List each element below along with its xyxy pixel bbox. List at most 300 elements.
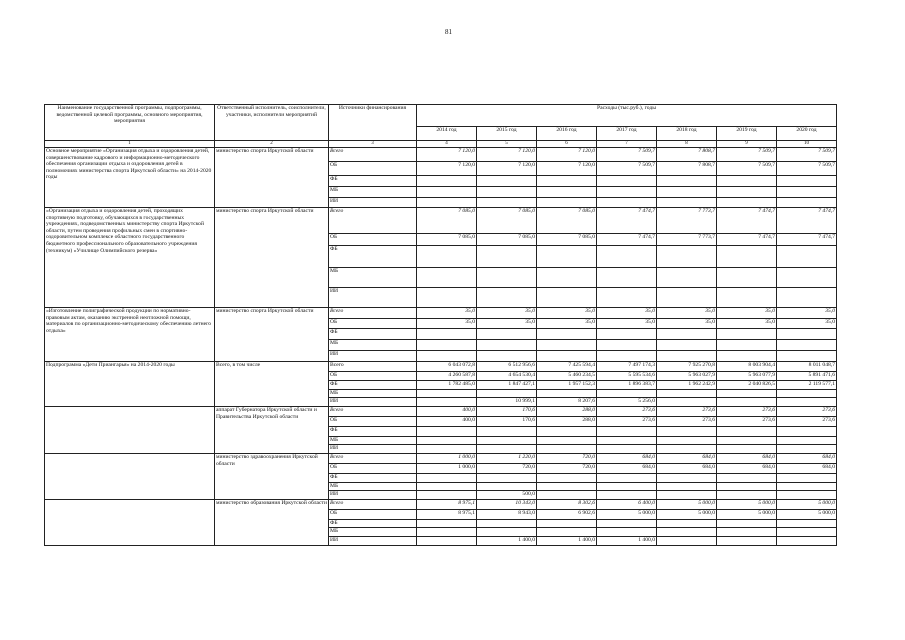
expense-value: [777, 520, 837, 528]
expense-value: 35,0: [417, 319, 477, 329]
header-funding-source: Источники финансирования: [329, 105, 417, 141]
expense-value: 720,0: [477, 464, 537, 474]
expense-value: [597, 520, 657, 528]
funding-source: ИИ: [329, 198, 417, 208]
column-index: 2: [215, 141, 329, 148]
header-year: 2018 год: [657, 127, 717, 141]
expense-value: 7 085,0: [417, 234, 477, 246]
expense-value: 4 260 587,8: [417, 372, 477, 381]
expense-value: [717, 520, 777, 528]
expense-value: [717, 288, 777, 308]
expense-value: [657, 427, 717, 437]
funding-source: МБ: [329, 528, 417, 537]
executor: министерство спорта Иркутской области: [215, 208, 329, 308]
expense-value: 35,0: [477, 308, 537, 319]
expense-value: [657, 288, 717, 308]
expense-value: 720,0: [537, 464, 597, 474]
funding-source: ФБ: [329, 474, 417, 483]
expense-value: 7 509,7: [717, 148, 777, 162]
activity-name: [45, 407, 215, 454]
expense-value: 5 963 077,9: [717, 372, 777, 381]
expense-value: [657, 268, 717, 288]
expense-value: [417, 427, 477, 437]
expense-value: [477, 198, 537, 208]
expense-value: 7 085,0: [477, 234, 537, 246]
expense-value: 1 220,0: [477, 454, 537, 464]
expense-value: 5 963 027,9: [657, 372, 717, 381]
expense-value: [417, 246, 477, 268]
expense-value: 288,0: [537, 407, 597, 417]
expense-value: 170,6: [477, 417, 537, 427]
expense-value: [597, 491, 657, 500]
expense-value: 273,6: [717, 407, 777, 417]
expense-value: 400,0: [417, 407, 477, 417]
expense-value: 7 085,0: [477, 208, 537, 234]
expense-value: [777, 537, 837, 546]
expense-value: 5 000,0: [777, 510, 837, 520]
expense-value: 273,6: [777, 407, 837, 417]
expense-value: [597, 483, 657, 491]
funding-source: ИИ: [329, 351, 417, 362]
expense-value: [717, 537, 777, 546]
expense-value: 7 509,7: [777, 162, 837, 176]
funding-source: ИИ: [329, 288, 417, 308]
expense-value: [717, 491, 777, 500]
expense-value: [417, 437, 477, 445]
expense-value: 170,6: [477, 407, 537, 417]
expense-value: 273,6: [717, 417, 777, 427]
expense-value: [597, 198, 657, 208]
expense-value: 35,0: [417, 308, 477, 319]
funding-source: Всего: [329, 362, 417, 372]
expense-value: [477, 246, 537, 268]
funding-source: ФБ: [329, 427, 417, 437]
funding-source: ИИ: [329, 445, 417, 454]
funding-source: ФБ: [329, 520, 417, 528]
funding-source: ИИ: [329, 491, 417, 500]
activity-name: «Изготовление полиграфической продукции по нормативно-правовым актам, оказанию экстренной неотложной помощи, материалов по организационно-методическому обеспечению летнего отдыха»: [45, 308, 215, 362]
expense-value: [777, 329, 837, 340]
expense-value: 5 000,0: [777, 500, 837, 510]
expense-value: 684,0: [777, 464, 837, 474]
expense-value: 8 011 048,7: [777, 362, 837, 372]
expense-value: 7 120,0: [477, 148, 537, 162]
header-year: 2017 год: [597, 127, 657, 141]
expense-value: [657, 390, 717, 398]
expense-value: [717, 246, 777, 268]
expense-value: 7 773,7: [657, 208, 717, 234]
expense-value: [417, 491, 477, 500]
expense-value: 35,0: [657, 319, 717, 329]
expense-value: [417, 445, 477, 454]
expense-value: [777, 288, 837, 308]
expense-value: [597, 268, 657, 288]
expense-value: 5 595 534,6: [597, 372, 657, 381]
expense-value: [777, 491, 837, 500]
funding-source: МБ: [329, 340, 417, 351]
expense-value: [657, 537, 717, 546]
expense-value: [657, 445, 717, 454]
column-index: 10: [777, 141, 837, 148]
expense-value: [657, 176, 717, 187]
funding-source: МБ: [329, 187, 417, 198]
funding-source: МБ: [329, 483, 417, 491]
expense-value: [777, 483, 837, 491]
budget-table: [44, 104, 837, 546]
executor: Всего, в том числе: [215, 362, 329, 407]
column-index: 3: [329, 141, 417, 148]
expense-value: 7 120,0: [477, 162, 537, 176]
expense-value: 5 460 234,5: [537, 372, 597, 381]
expense-value: [537, 187, 597, 198]
header-executor: Ответственный исполнитель, соисполнители, участники, исполнители мероприятий: [215, 105, 329, 141]
expense-value: 7 474,7: [717, 234, 777, 246]
expense-value: 7 120,0: [417, 162, 477, 176]
expense-value: [477, 268, 537, 288]
expense-value: [417, 474, 477, 483]
activity-name: «Организация отдыха и оздоровления детей, проходящих спортивную подготовку, обучающихся в государственных учреждениях, подведомственных министерству спорта Иркутской области, путем проведения профильных смен в спортивно-оздоровительном комплексе областного государственного бюджетного профессионального образовательного учреждения (техникум) «Училище Олимпийского резерва»: [45, 208, 215, 308]
expense-value: [477, 288, 537, 308]
funding-source: ОБ: [329, 417, 417, 427]
funding-source: ОБ: [329, 162, 417, 176]
expense-value: [597, 246, 657, 268]
funding-source: Всего: [329, 407, 417, 417]
expense-value: [597, 329, 657, 340]
column-index: 6: [537, 141, 597, 148]
table-row: [45, 500, 837, 510]
expense-value: [417, 288, 477, 308]
expense-value: [477, 329, 537, 340]
expense-value: 1 400,0: [597, 537, 657, 546]
expense-value: [537, 176, 597, 187]
expense-value: [477, 483, 537, 491]
expense-value: [417, 329, 477, 340]
expense-value: [417, 340, 477, 351]
expense-value: [537, 445, 597, 454]
expense-value: [777, 427, 837, 437]
expense-value: 7 509,7: [717, 162, 777, 176]
expense-value: [537, 520, 597, 528]
activity-name: [45, 500, 215, 546]
column-index: 8: [657, 141, 717, 148]
expense-value: [477, 528, 537, 537]
expense-value: [777, 445, 837, 454]
funding-source: Всего: [329, 308, 417, 319]
expense-value: 1 400,0: [477, 537, 537, 546]
expense-value: [777, 474, 837, 483]
expense-value: 35,0: [777, 308, 837, 319]
expense-value: 7 120,0: [537, 148, 597, 162]
funding-source: ФБ: [329, 381, 417, 390]
expense-value: 1 000,0: [417, 454, 477, 464]
expense-value: 5 000,0: [717, 510, 777, 520]
expense-value: 35,0: [777, 319, 837, 329]
expense-value: [657, 198, 717, 208]
expense-value: [597, 474, 657, 483]
expense-value: 7 808,7: [657, 162, 717, 176]
expense-value: [597, 437, 657, 445]
expense-value: [777, 528, 837, 537]
expense-value: [777, 246, 837, 268]
expense-value: [657, 483, 717, 491]
activity-name: Основное мероприятие «Организация отдыха и оздоровления детей, совершенствование кадрового и информационно-методического обеспечения организации отдыха и оздоровления детей в полномочиях министерства спорта Иркутской области» на 2014-2020 годы: [45, 148, 215, 208]
expense-value: [777, 437, 837, 445]
expense-value: [717, 474, 777, 483]
expense-value: 10 999,1: [477, 398, 537, 407]
expense-value: 400,0: [417, 417, 477, 427]
expense-value: 684,0: [657, 464, 717, 474]
funding-source: ОБ: [329, 234, 417, 246]
expense-value: 35,0: [537, 319, 597, 329]
expense-value: 1 000,0: [417, 464, 477, 474]
expense-value: [597, 187, 657, 198]
header-year: 2015 год: [477, 127, 537, 141]
column-index: 9: [717, 141, 777, 148]
expense-value: 8 975,1: [417, 500, 477, 510]
expense-value: [717, 528, 777, 537]
expense-value: [777, 340, 837, 351]
funding-source: ФБ: [329, 176, 417, 187]
expense-value: [537, 474, 597, 483]
expense-value: [597, 445, 657, 454]
expense-value: 1 962 242,9: [657, 381, 717, 390]
expense-value: 5 000,0: [597, 510, 657, 520]
expense-value: [417, 176, 477, 187]
funding-source: ОБ: [329, 319, 417, 329]
expense-value: 6 512 956,6: [477, 362, 537, 372]
column-index: 5: [477, 141, 537, 148]
funding-source: Всего: [329, 148, 417, 162]
activity-name: [45, 454, 215, 500]
funding-source: МБ: [329, 390, 417, 398]
header-year: 2019 год: [717, 127, 777, 141]
expense-value: 7 474,7: [777, 234, 837, 246]
funding-source: ОБ: [329, 372, 417, 381]
expense-value: [777, 176, 837, 187]
expense-value: [657, 474, 717, 483]
expense-value: 273,6: [597, 417, 657, 427]
table-row: [45, 208, 837, 234]
expense-value: [717, 198, 777, 208]
expense-value: 8 207,6: [537, 398, 597, 407]
expense-value: [417, 398, 477, 407]
expense-value: [477, 474, 537, 483]
expense-value: [417, 520, 477, 528]
funding-source: МБ: [329, 268, 417, 288]
expense-value: 5 000,0: [657, 510, 717, 520]
executor: министерство здравоохранения Иркутской области: [215, 454, 329, 500]
expense-value: [477, 427, 537, 437]
expense-value: 273,6: [777, 417, 837, 427]
expense-value: 288,0: [537, 417, 597, 427]
expense-value: [597, 351, 657, 362]
expense-value: 7 474,7: [777, 208, 837, 234]
expense-value: 7 808,7: [657, 148, 717, 162]
expense-value: 720,0: [537, 454, 597, 464]
header-year: 2020 год: [777, 127, 837, 141]
expense-value: [417, 187, 477, 198]
expense-value: 7 085,0: [537, 234, 597, 246]
table-row: [45, 362, 837, 372]
expense-value: [597, 390, 657, 398]
expense-value: 7 474,7: [717, 208, 777, 234]
expense-value: [537, 198, 597, 208]
expense-value: 5 891 471,6: [777, 372, 837, 381]
expense-value: [777, 398, 837, 407]
expense-value: 6 902,6: [537, 510, 597, 520]
expense-value: [477, 520, 537, 528]
header-year: 2016 год: [537, 127, 597, 141]
expense-value: 8 943,0: [477, 510, 537, 520]
expense-value: [477, 187, 537, 198]
expense-value: 273,6: [657, 407, 717, 417]
expense-value: [657, 340, 717, 351]
expense-value: [717, 390, 777, 398]
expense-value: 4 654 530,4: [477, 372, 537, 381]
expense-value: 684,0: [717, 454, 777, 464]
table-row: [45, 308, 837, 319]
expense-value: [417, 483, 477, 491]
funding-source: ОБ: [329, 510, 417, 520]
expense-value: 7 085,0: [537, 208, 597, 234]
expense-value: [417, 351, 477, 362]
expense-value: [537, 528, 597, 537]
expense-value: 7 120,0: [417, 148, 477, 162]
expense-value: [537, 246, 597, 268]
column-index: 7: [597, 141, 657, 148]
expense-value: [657, 528, 717, 537]
funding-source: ФБ: [329, 329, 417, 340]
expense-value: [477, 390, 537, 398]
expense-value: [717, 437, 777, 445]
expense-value: 1 400,0: [537, 537, 597, 546]
expense-value: [477, 176, 537, 187]
expense-value: 7 425 594,4: [537, 362, 597, 372]
expense-value: [417, 390, 477, 398]
expense-value: [537, 491, 597, 500]
expense-value: [657, 491, 717, 500]
funding-source: ИИ: [329, 398, 417, 407]
expense-value: 35,0: [537, 308, 597, 319]
expense-value: 7 085,0: [417, 208, 477, 234]
expense-value: [537, 340, 597, 351]
expense-value: [537, 329, 597, 340]
expense-value: [717, 427, 777, 437]
expense-value: [657, 398, 717, 407]
expense-value: [537, 351, 597, 362]
expense-value: [417, 537, 477, 546]
funding-source: Всего: [329, 208, 417, 234]
expense-value: [417, 528, 477, 537]
expense-value: [657, 437, 717, 445]
expense-value: [717, 176, 777, 187]
expense-value: [777, 390, 837, 398]
expense-value: [477, 437, 537, 445]
expense-value: [597, 288, 657, 308]
funding-source: ИИ: [329, 537, 417, 546]
expense-value: 7 509,7: [777, 148, 837, 162]
expense-value: [717, 187, 777, 198]
expense-value: 7 474,7: [597, 208, 657, 234]
expense-value: 1 782 485,0: [417, 381, 477, 390]
expense-value: [537, 427, 597, 437]
expense-value: [717, 483, 777, 491]
expense-value: [717, 398, 777, 407]
expense-value: 2 119 577,1: [777, 381, 837, 390]
expense-value: 684,0: [717, 464, 777, 474]
expense-value: 7 925 270,8: [657, 362, 717, 372]
expense-value: 35,0: [657, 308, 717, 319]
expense-value: [657, 351, 717, 362]
column-index: 4: [417, 141, 477, 148]
expense-value: [417, 198, 477, 208]
expense-value: 6 400,0: [597, 500, 657, 510]
expense-value: [597, 427, 657, 437]
expense-value: [777, 187, 837, 198]
expense-value: [717, 351, 777, 362]
expense-value: 273,6: [657, 417, 717, 427]
activity-name: Подпрограмма «Дети Приангарья» на 2014-2020 годы: [45, 362, 215, 407]
expense-value: [537, 390, 597, 398]
table-row: [45, 454, 837, 464]
expense-value: 7 509,7: [597, 148, 657, 162]
expense-value: 35,0: [477, 319, 537, 329]
expense-value: 8 003 904,4: [717, 362, 777, 372]
expense-value: 1 896 383,7: [597, 381, 657, 390]
expense-value: [717, 268, 777, 288]
expense-value: 684,0: [597, 464, 657, 474]
table-row: [45, 148, 837, 162]
funding-source: ФБ: [329, 246, 417, 268]
column-index: 1: [45, 141, 215, 148]
expense-value: 684,0: [657, 454, 717, 464]
expense-value: [537, 288, 597, 308]
expense-value: [597, 340, 657, 351]
expense-value: 7 509,7: [597, 162, 657, 176]
executor: министерство спорта Иркутской области: [215, 148, 329, 208]
expense-value: 1 847 427,1: [477, 381, 537, 390]
expense-value: [657, 329, 717, 340]
expense-value: 273,6: [597, 407, 657, 417]
header-expenses: Расходы (тыс.руб.), годы: [417, 105, 837, 127]
expense-value: 5 000,0: [657, 500, 717, 510]
expense-value: 10 343,0: [477, 500, 537, 510]
expense-value: 5 000,0: [717, 500, 777, 510]
header-program-name: Наименование государственной программы, подпрограммы, ведомственной целевой программы, основного мероприятия, мероприятия: [45, 105, 215, 141]
expense-value: 684,0: [597, 454, 657, 464]
executor: министерство спорта Иркутской области: [215, 308, 329, 362]
expense-value: 8 975,1: [417, 510, 477, 520]
expense-value: 35,0: [717, 319, 777, 329]
expense-value: [717, 445, 777, 454]
expense-value: 5 256,0: [597, 398, 657, 407]
expense-value: [717, 340, 777, 351]
expense-value: [477, 445, 537, 454]
expense-value: [597, 176, 657, 187]
page-number: 81: [445, 28, 452, 36]
expense-value: 35,0: [717, 308, 777, 319]
expense-value: [657, 520, 717, 528]
header-year: 2014 год: [417, 127, 477, 141]
expense-value: [657, 246, 717, 268]
expense-value: [537, 483, 597, 491]
expense-value: 2 040 826,5: [717, 381, 777, 390]
expense-value: [777, 198, 837, 208]
expense-value: [477, 340, 537, 351]
expense-value: [777, 351, 837, 362]
expense-value: 684,0: [777, 454, 837, 464]
expense-value: 35,0: [597, 319, 657, 329]
